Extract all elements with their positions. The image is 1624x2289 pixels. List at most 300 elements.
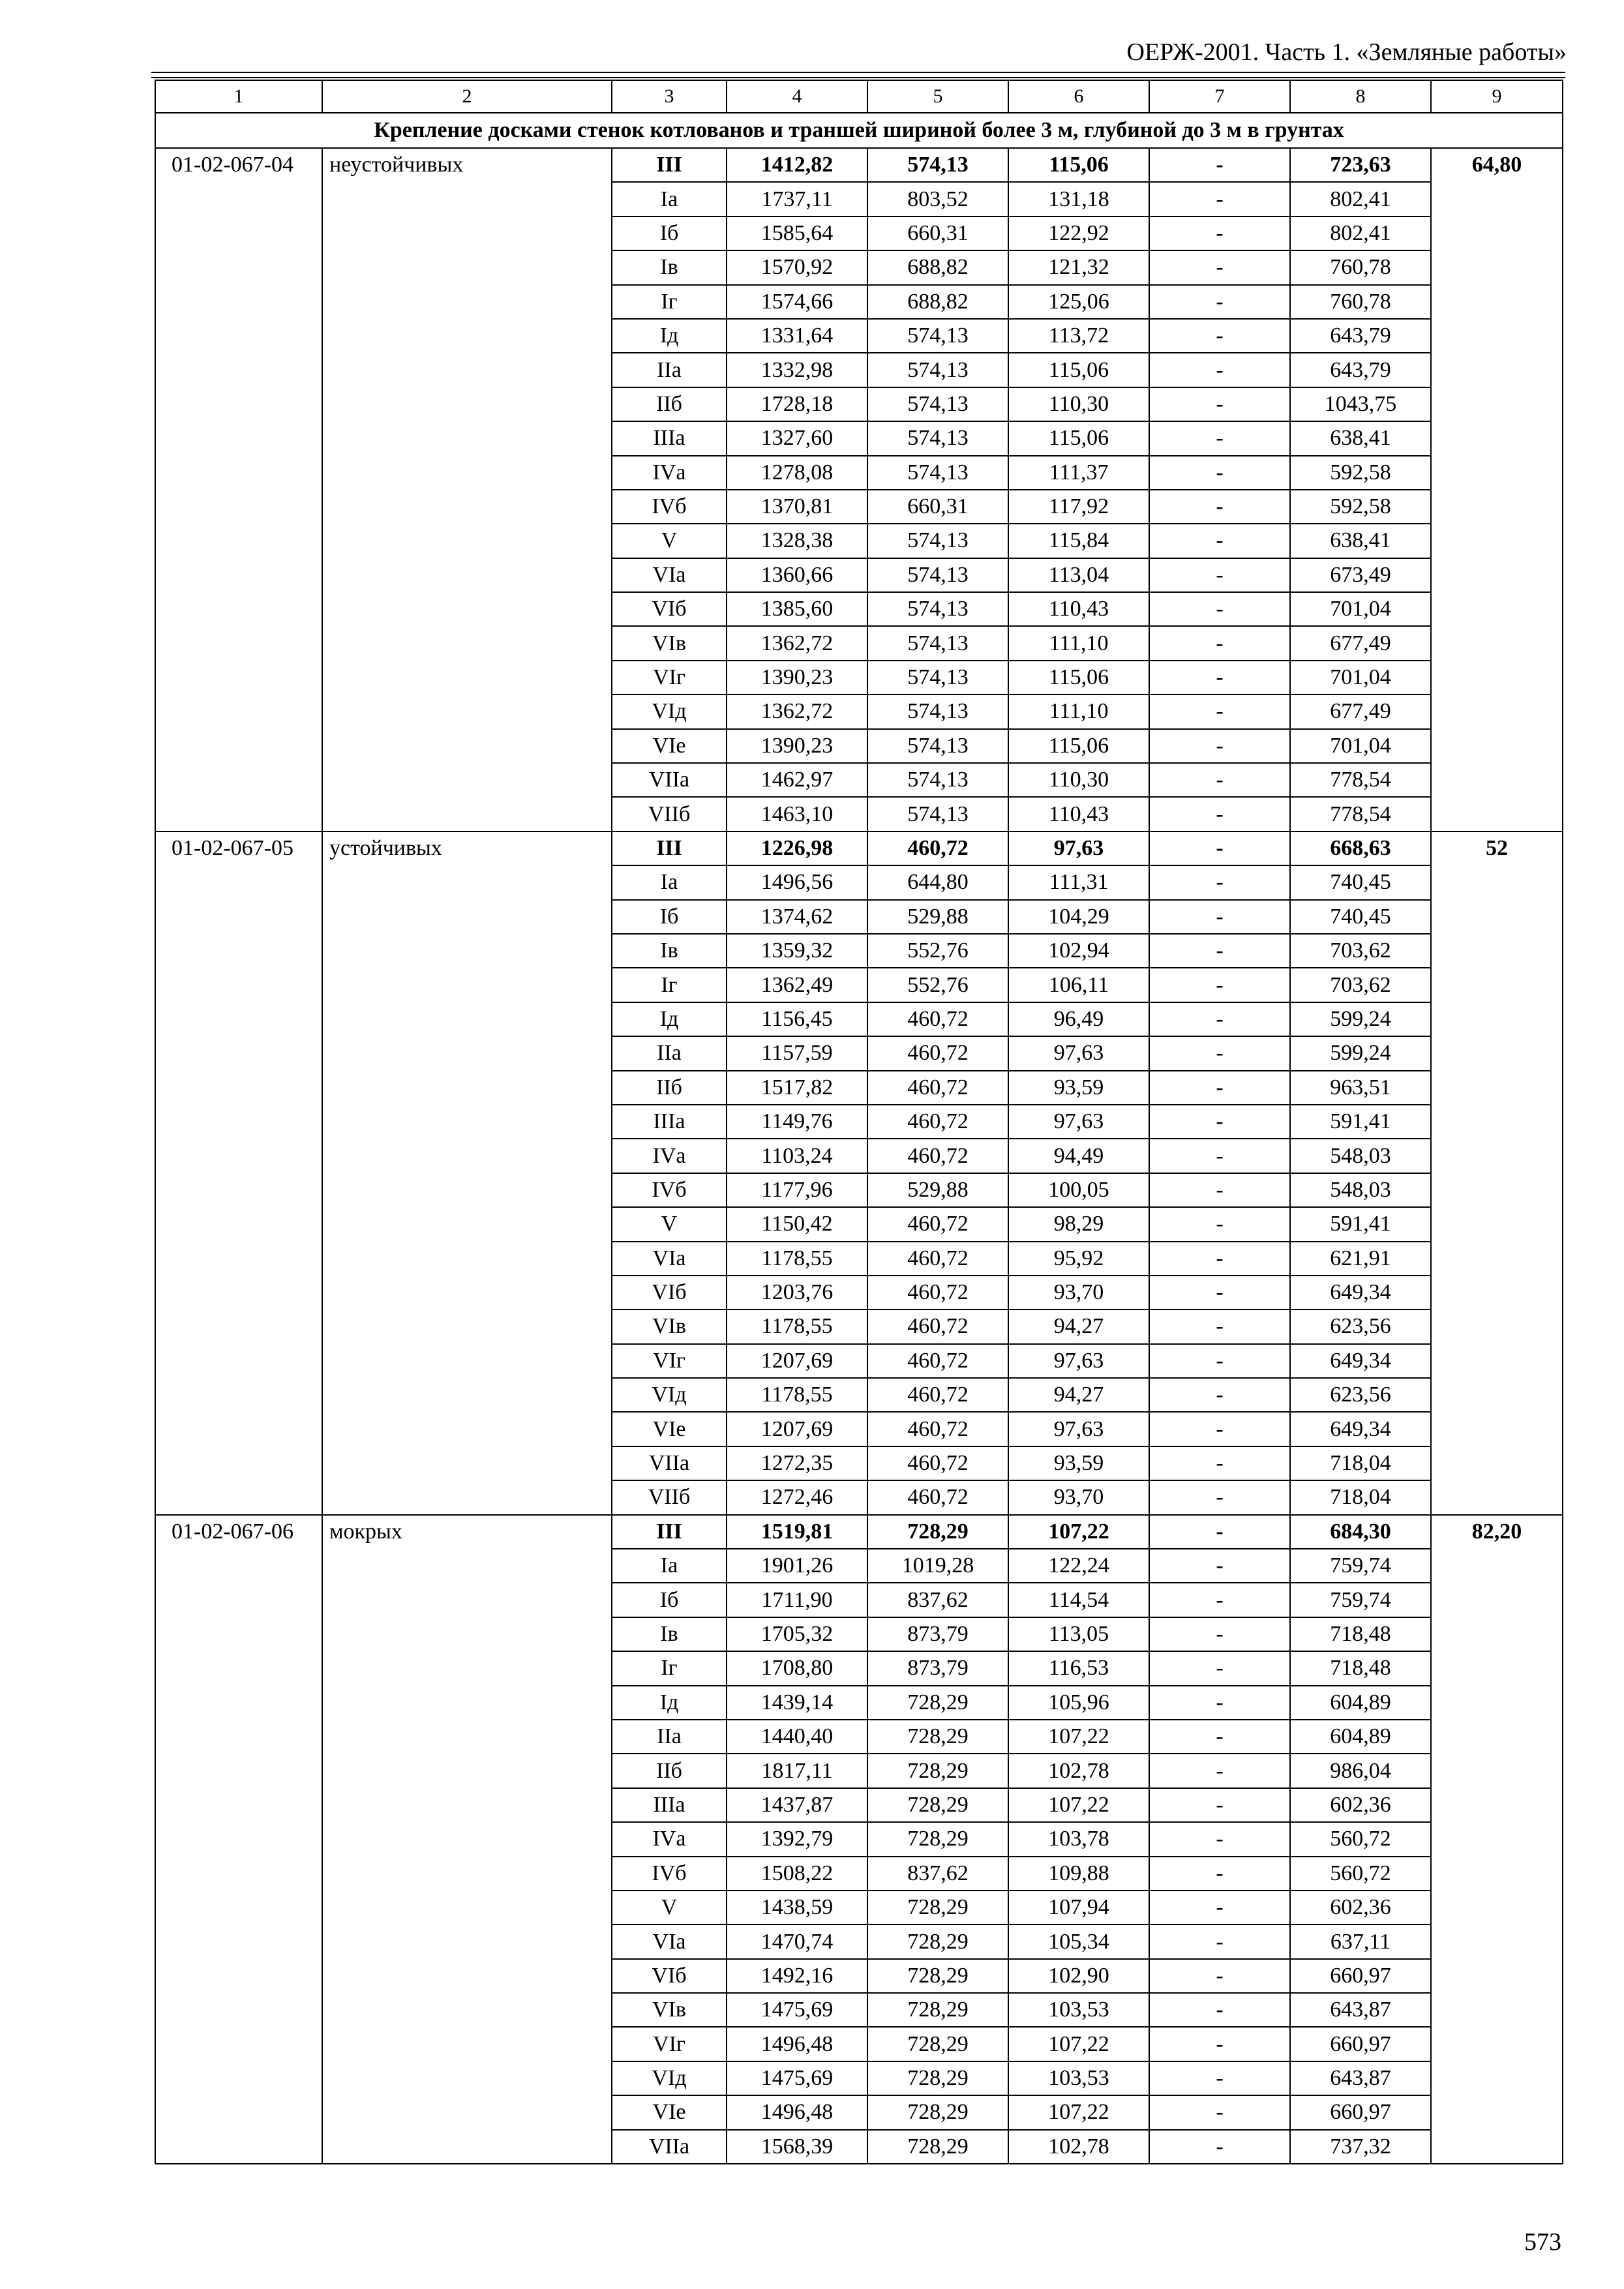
col7-cell: - [1149, 2027, 1290, 2061]
labor-cost-cell: 460,72 [867, 1139, 1008, 1173]
machine-cost-cell: 104,29 [1008, 900, 1149, 934]
total-cost-cell: 1362,49 [727, 968, 867, 1002]
materials-cost-cell: 737,32 [1290, 2130, 1431, 2164]
table-title-row [155, 113, 1563, 148]
col7-cell: - [1149, 1617, 1290, 1651]
machine-cost-cell: 100,05 [1008, 1173, 1149, 1207]
materials-cost-cell: 802,41 [1290, 182, 1431, 216]
col7-cell: - [1149, 182, 1290, 216]
soil-category-cell: VIе [612, 1412, 727, 1446]
table-title: Крепление досками стенок котлованов и траншей шириной более 3 м, глубиной до 3 м в грунтах [155, 113, 1563, 148]
soil-category-cell: IVб [612, 490, 727, 524]
materials-cost-cell: 592,58 [1290, 490, 1431, 524]
column-number: 4 [727, 80, 867, 113]
column-number: 1 [155, 80, 322, 113]
rate-code: 01-02-067-05 [155, 831, 322, 1515]
col7-cell: - [1149, 285, 1290, 319]
materials-cost-cell: 599,24 [1290, 1036, 1431, 1070]
col7-cell: - [1149, 1857, 1290, 1891]
soil-category-cell: Iд [612, 1686, 727, 1720]
labor-cost-cell: 574,13 [867, 456, 1008, 490]
labor-cost-cell: 460,72 [867, 1412, 1008, 1446]
labor-cost-cell: 728,29 [867, 2027, 1008, 2061]
machine-cost-cell: 105,96 [1008, 1686, 1149, 1720]
materials-cost-cell: 637,11 [1290, 1924, 1431, 1958]
labor-cost-cell: 728,29 [867, 1924, 1008, 1958]
labor-cost-cell: 728,29 [867, 1822, 1008, 1856]
materials-cost-cell: 621,91 [1290, 1242, 1431, 1276]
total-cost-cell: 1711,90 [727, 1583, 867, 1617]
col7-cell: - [1149, 900, 1290, 934]
total-cost-cell: 1463,10 [727, 797, 867, 831]
total-cost-cell: 1203,76 [727, 1276, 867, 1309]
col7-cell: - [1149, 217, 1290, 250]
col7-cell: - [1149, 1139, 1290, 1173]
machine-cost-cell: 117,92 [1008, 490, 1149, 524]
machine-cost-cell: 103,53 [1008, 1993, 1149, 2027]
soil-category-cell: IVа [612, 1139, 727, 1173]
labor-cost-cell: 574,13 [867, 387, 1008, 421]
total-cost-cell: 1177,96 [727, 1173, 867, 1207]
labor-cost-cell: 460,72 [867, 1309, 1008, 1343]
materials-cost-cell: 703,62 [1290, 934, 1431, 968]
materials-cost-cell: 623,56 [1290, 1378, 1431, 1412]
machine-cost-cell: 97,63 [1008, 1344, 1149, 1378]
soil-category-cell: V [612, 524, 727, 558]
machine-cost-cell: 113,05 [1008, 1617, 1149, 1651]
total-cost-cell: 1272,46 [727, 1480, 867, 1514]
soil-category-cell: IVб [612, 1857, 727, 1891]
rate-code: 01-02-067-06 [155, 1515, 322, 2164]
materials-cost-cell: 602,36 [1290, 1891, 1431, 1924]
col7-cell: - [1149, 1686, 1290, 1720]
total-cost-cell: 1496,48 [727, 2027, 867, 2061]
labor-cost-cell: 728,29 [867, 1891, 1008, 1924]
total-cost-cell: 1508,22 [727, 1857, 867, 1891]
soil-category-cell: VIIа [612, 2130, 727, 2164]
machine-cost-cell: 94,27 [1008, 1378, 1149, 1412]
total-cost-cell: 1207,69 [727, 1412, 867, 1446]
labor-cost-cell: 460,72 [867, 1071, 1008, 1105]
soil-category-cell: IIа [612, 1720, 727, 1754]
machine-cost-cell: 94,49 [1008, 1139, 1149, 1173]
soil-category-cell: IVа [612, 456, 727, 490]
machine-cost-cell: 97,63 [1008, 831, 1149, 865]
labor-cost-cell: 837,62 [867, 1857, 1008, 1891]
total-cost-cell: 1462,97 [727, 763, 867, 797]
materials-cost-cell: 643,87 [1290, 2061, 1431, 2095]
col7-cell: - [1149, 1344, 1290, 1378]
col7-cell: - [1149, 1583, 1290, 1617]
col7-cell: - [1149, 1309, 1290, 1343]
labor-cost-cell: 574,13 [867, 148, 1008, 182]
total-cost-cell: 1328,38 [727, 524, 867, 558]
labor-cost-cell: 529,88 [867, 1173, 1008, 1207]
col7-cell: - [1149, 1549, 1290, 1583]
soil-category-cell: Iв [612, 1617, 727, 1651]
machine-cost-cell: 115,06 [1008, 729, 1149, 763]
machine-cost-cell: 110,43 [1008, 592, 1149, 626]
labor-cost-cell: 574,13 [867, 763, 1008, 797]
total-cost-cell: 1178,55 [727, 1309, 867, 1343]
soil-category-cell: IIIа [612, 1788, 727, 1822]
total-cost-cell: 1331,64 [727, 319, 867, 353]
labor-cost-cell: 574,13 [867, 626, 1008, 660]
total-cost-cell: 1392,79 [727, 1822, 867, 1856]
machine-cost-cell: 107,22 [1008, 2095, 1149, 2129]
labor-cost-cell: 1019,28 [867, 1549, 1008, 1583]
materials-cost-cell: 623,56 [1290, 1309, 1431, 1343]
rate-name: устойчивых [322, 831, 612, 1515]
labor-cost-cell: 728,29 [867, 1754, 1008, 1788]
total-cost-cell: 1156,45 [727, 1002, 867, 1036]
total-cost-cell: 1570,92 [727, 250, 867, 284]
labor-cost-cell: 574,13 [867, 319, 1008, 353]
col7-cell: - [1149, 1412, 1290, 1446]
col7-cell: - [1149, 1959, 1290, 1993]
soil-category-cell: VIг [612, 661, 727, 695]
machine-cost-cell: 110,30 [1008, 763, 1149, 797]
labor-cost-cell: 728,29 [867, 2061, 1008, 2095]
machine-cost-cell: 102,94 [1008, 934, 1149, 968]
soil-category-cell: V [612, 1207, 727, 1241]
soil-category-cell: VIв [612, 1309, 727, 1343]
total-cost-cell: 1708,80 [727, 1651, 867, 1685]
machine-cost-cell: 116,53 [1008, 1651, 1149, 1685]
soil-category-cell: VIв [612, 1993, 727, 2027]
col7-cell: - [1149, 729, 1290, 763]
total-cost-cell: 1585,64 [727, 217, 867, 250]
soil-category-cell: VIд [612, 2061, 727, 2095]
labor-cost-cell: 688,82 [867, 250, 1008, 284]
labor-hours-cell: 64,80 [1431, 148, 1563, 831]
soil-category-cell: Iб [612, 900, 727, 934]
labor-cost-cell: 574,13 [867, 729, 1008, 763]
col7-cell: - [1149, 250, 1290, 284]
col7-cell: - [1149, 524, 1290, 558]
total-cost-cell: 1149,76 [727, 1105, 867, 1139]
labor-cost-cell: 460,72 [867, 1378, 1008, 1412]
total-cost-cell: 1359,32 [727, 934, 867, 968]
soil-category-cell: Iб [612, 1583, 727, 1617]
labor-cost-cell: 460,72 [867, 1480, 1008, 1514]
materials-cost-cell: 548,03 [1290, 1173, 1431, 1207]
materials-cost-cell: 604,89 [1290, 1686, 1431, 1720]
labor-cost-cell: 728,29 [867, 1686, 1008, 1720]
soil-category-cell: Iг [612, 968, 727, 1002]
soil-category-cell: IIIа [612, 421, 727, 455]
total-cost-cell: 1439,14 [727, 1686, 867, 1720]
materials-cost-cell: 718,48 [1290, 1617, 1431, 1651]
total-cost-cell: 1360,66 [727, 558, 867, 592]
soil-category-cell: IVа [612, 1822, 727, 1856]
machine-cost-cell: 115,06 [1008, 661, 1149, 695]
machine-cost-cell: 93,70 [1008, 1276, 1149, 1309]
materials-cost-cell: 599,24 [1290, 1002, 1431, 1036]
col7-cell: - [1149, 148, 1290, 182]
col7-cell: - [1149, 661, 1290, 695]
col7-cell: - [1149, 1071, 1290, 1105]
labor-cost-cell: 460,72 [867, 1242, 1008, 1276]
machine-cost-cell: 111,31 [1008, 865, 1149, 899]
col7-cell: - [1149, 1515, 1290, 1549]
soil-category-cell: VIд [612, 1378, 727, 1412]
table-row [155, 1515, 1563, 1549]
column-number: 5 [867, 80, 1008, 113]
col7-cell: - [1149, 1378, 1290, 1412]
materials-cost-cell: 1043,75 [1290, 387, 1431, 421]
total-cost-cell: 1278,08 [727, 456, 867, 490]
col7-cell: - [1149, 2095, 1290, 2129]
materials-cost-cell: 660,97 [1290, 2095, 1431, 2129]
total-cost-cell: 1103,24 [727, 1139, 867, 1173]
col7-cell: - [1149, 558, 1290, 592]
labor-cost-cell: 529,88 [867, 900, 1008, 934]
materials-cost-cell: 760,78 [1290, 250, 1431, 284]
total-cost-cell: 1332,98 [727, 353, 867, 387]
machine-cost-cell: 111,37 [1008, 456, 1149, 490]
machine-cost-cell: 114,54 [1008, 1583, 1149, 1617]
col7-cell: - [1149, 1822, 1290, 1856]
total-cost-cell: 1901,26 [727, 1549, 867, 1583]
total-cost-cell: 1370,81 [727, 490, 867, 524]
machine-cost-cell: 115,84 [1008, 524, 1149, 558]
total-cost-cell: 1438,59 [727, 1891, 867, 1924]
total-cost-cell: 1385,60 [727, 592, 867, 626]
soil-category-cell: VIа [612, 1242, 727, 1276]
labor-cost-cell: 873,79 [867, 1617, 1008, 1651]
soil-category-cell: VIб [612, 1276, 727, 1309]
rates-table [155, 80, 1563, 2164]
machine-cost-cell: 103,53 [1008, 2061, 1149, 2095]
column-number: 2 [322, 80, 612, 113]
total-cost-cell: 1568,39 [727, 2130, 867, 2164]
col7-cell: - [1149, 2061, 1290, 2095]
labor-cost-cell: 728,29 [867, 2095, 1008, 2129]
materials-cost-cell: 660,97 [1290, 2027, 1431, 2061]
labor-cost-cell: 803,52 [867, 182, 1008, 216]
materials-cost-cell: 677,49 [1290, 626, 1431, 660]
machine-cost-cell: 103,78 [1008, 1822, 1149, 1856]
table-row [155, 148, 1563, 182]
column-number: 8 [1290, 80, 1431, 113]
soil-category-cell: VIб [612, 1959, 727, 1993]
col7-cell: - [1149, 1276, 1290, 1309]
machine-cost-cell: 106,11 [1008, 968, 1149, 1002]
soil-category-cell: VIIб [612, 797, 727, 831]
materials-cost-cell: 591,41 [1290, 1105, 1431, 1139]
col7-cell: - [1149, 1480, 1290, 1514]
labor-cost-cell: 460,72 [867, 1036, 1008, 1070]
col7-cell: - [1149, 763, 1290, 797]
total-cost-cell: 1492,16 [727, 1959, 867, 1993]
total-cost-cell: 1519,81 [727, 1515, 867, 1549]
labor-cost-cell: 574,13 [867, 797, 1008, 831]
soil-category-cell: VIб [612, 592, 727, 626]
machine-cost-cell: 113,72 [1008, 319, 1149, 353]
col7-cell: - [1149, 490, 1290, 524]
column-number: 6 [1008, 80, 1149, 113]
soil-category-cell: VIв [612, 626, 727, 660]
machine-cost-cell: 131,18 [1008, 182, 1149, 216]
total-cost-cell: 1470,74 [727, 1924, 867, 1958]
total-cost-cell: 1157,59 [727, 1036, 867, 1070]
soil-category-cell: VIг [612, 1344, 727, 1378]
total-cost-cell: 1496,56 [727, 865, 867, 899]
soil-category-cell: III [612, 1515, 727, 1549]
machine-cost-cell: 107,22 [1008, 2027, 1149, 2061]
labor-cost-cell: 728,29 [867, 1515, 1008, 1549]
materials-cost-cell: 604,89 [1290, 1720, 1431, 1754]
materials-cost-cell: 718,04 [1290, 1446, 1431, 1480]
machine-cost-cell: 97,63 [1008, 1036, 1149, 1070]
total-cost-cell: 1390,23 [727, 661, 867, 695]
total-cost-cell: 1390,23 [727, 729, 867, 763]
soil-category-cell: IIб [612, 387, 727, 421]
labor-hours-cell: 82,20 [1431, 1515, 1563, 2164]
rate-name: неустойчивых [322, 148, 612, 831]
table-row [155, 831, 1563, 865]
materials-cost-cell: 638,41 [1290, 524, 1431, 558]
materials-cost-cell: 668,63 [1290, 831, 1431, 865]
soil-category-cell: IIIа [612, 1105, 727, 1139]
soil-category-cell: VIIа [612, 1446, 727, 1480]
col7-cell: - [1149, 592, 1290, 626]
machine-cost-cell: 102,78 [1008, 1754, 1149, 1788]
soil-category-cell: IIб [612, 1754, 727, 1788]
materials-cost-cell: 718,04 [1290, 1480, 1431, 1514]
col7-cell: - [1149, 1788, 1290, 1822]
soil-category-cell: Iа [612, 865, 727, 899]
machine-cost-cell: 107,22 [1008, 1720, 1149, 1754]
rate-code: 01-02-067-04 [155, 148, 322, 831]
col7-cell: - [1149, 968, 1290, 1002]
col7-cell: - [1149, 2130, 1290, 2164]
materials-cost-cell: 759,74 [1290, 1583, 1431, 1617]
col7-cell: - [1149, 1002, 1290, 1036]
machine-cost-cell: 94,27 [1008, 1309, 1149, 1343]
total-cost-cell: 1362,72 [727, 626, 867, 660]
materials-cost-cell: 718,48 [1290, 1651, 1431, 1685]
soil-category-cell: IIа [612, 353, 727, 387]
col7-cell: - [1149, 1924, 1290, 1958]
col7-cell: - [1149, 1993, 1290, 2027]
machine-cost-cell: 102,90 [1008, 1959, 1149, 1993]
machine-cost-cell: 125,06 [1008, 285, 1149, 319]
materials-cost-cell: 760,78 [1290, 285, 1431, 319]
col7-cell: - [1149, 1207, 1290, 1241]
labor-cost-cell: 728,29 [867, 1993, 1008, 2027]
total-cost-cell: 1817,11 [727, 1754, 867, 1788]
machine-cost-cell: 110,43 [1008, 797, 1149, 831]
col7-cell: - [1149, 456, 1290, 490]
soil-category-cell: Iб [612, 217, 727, 250]
labor-cost-cell: 574,13 [867, 592, 1008, 626]
labor-cost-cell: 460,72 [867, 1002, 1008, 1036]
materials-cost-cell: 986,04 [1290, 1754, 1431, 1788]
soil-category-cell: VIа [612, 558, 727, 592]
labor-cost-cell: 660,31 [867, 217, 1008, 250]
col7-cell: - [1149, 1173, 1290, 1207]
materials-cost-cell: 778,54 [1290, 797, 1431, 831]
materials-cost-cell: 703,62 [1290, 968, 1431, 1002]
col7-cell: - [1149, 1720, 1290, 1754]
total-cost-cell: 1150,42 [727, 1207, 867, 1241]
machine-cost-cell: 107,22 [1008, 1788, 1149, 1822]
soil-category-cell: Iв [612, 934, 727, 968]
page-number: 573 [1524, 2228, 1561, 2256]
materials-cost-cell: 643,79 [1290, 353, 1431, 387]
soil-category-cell: VIIа [612, 763, 727, 797]
col7-cell: - [1149, 353, 1290, 387]
machine-cost-cell: 105,34 [1008, 1924, 1149, 1958]
total-cost-cell: 1178,55 [727, 1378, 867, 1412]
column-number: 7 [1149, 80, 1290, 113]
total-cost-cell: 1574,66 [727, 285, 867, 319]
materials-cost-cell: 723,63 [1290, 148, 1431, 182]
labor-cost-cell: 460,72 [867, 1446, 1008, 1480]
soil-category-cell: IVб [612, 1173, 727, 1207]
labor-cost-cell: 460,72 [867, 1276, 1008, 1309]
machine-cost-cell: 95,92 [1008, 1242, 1149, 1276]
col7-cell: - [1149, 421, 1290, 455]
col7-cell: - [1149, 865, 1290, 899]
labor-cost-cell: 574,13 [867, 421, 1008, 455]
materials-cost-cell: 802,41 [1290, 217, 1431, 250]
soil-category-cell: Iа [612, 1549, 727, 1583]
col7-cell: - [1149, 626, 1290, 660]
materials-cost-cell: 643,87 [1290, 1993, 1431, 2027]
total-cost-cell: 1412,82 [727, 148, 867, 182]
total-cost-cell: 1374,62 [727, 900, 867, 934]
soil-category-cell: VIг [612, 2027, 727, 2061]
labor-cost-cell: 552,76 [867, 968, 1008, 1002]
col7-cell: - [1149, 831, 1290, 865]
total-cost-cell: 1226,98 [727, 831, 867, 865]
machine-cost-cell: 109,88 [1008, 1857, 1149, 1891]
labor-cost-cell: 728,29 [867, 1788, 1008, 1822]
soil-category-cell: VIа [612, 1924, 727, 1958]
total-cost-cell: 1327,60 [727, 421, 867, 455]
materials-cost-cell: 638,41 [1290, 421, 1431, 455]
machine-cost-cell: 97,63 [1008, 1412, 1149, 1446]
soil-category-cell: Iа [612, 182, 727, 216]
machine-cost-cell: 93,59 [1008, 1446, 1149, 1480]
labor-cost-cell: 660,31 [867, 490, 1008, 524]
column-number: 3 [612, 80, 727, 113]
labor-cost-cell: 728,29 [867, 1959, 1008, 1993]
materials-cost-cell: 643,79 [1290, 319, 1431, 353]
machine-cost-cell: 93,70 [1008, 1480, 1149, 1514]
col7-cell: - [1149, 934, 1290, 968]
col7-cell: - [1149, 1891, 1290, 1924]
machine-cost-cell: 113,04 [1008, 558, 1149, 592]
materials-cost-cell: 591,41 [1290, 1207, 1431, 1241]
total-cost-cell: 1517,82 [727, 1071, 867, 1105]
col7-cell: - [1149, 1446, 1290, 1480]
soil-category-cell: VIе [612, 2095, 727, 2129]
machine-cost-cell: 115,06 [1008, 148, 1149, 182]
labor-cost-cell: 644,80 [867, 865, 1008, 899]
labor-cost-cell: 728,29 [867, 2130, 1008, 2164]
machine-cost-cell: 98,29 [1008, 1207, 1149, 1241]
soil-category-cell: Iг [612, 1651, 727, 1685]
materials-cost-cell: 673,49 [1290, 558, 1431, 592]
soil-category-cell: Iг [612, 285, 727, 319]
soil-category-cell: VIд [612, 695, 727, 728]
materials-cost-cell: 740,45 [1290, 865, 1431, 899]
materials-cost-cell: 759,74 [1290, 1549, 1431, 1583]
